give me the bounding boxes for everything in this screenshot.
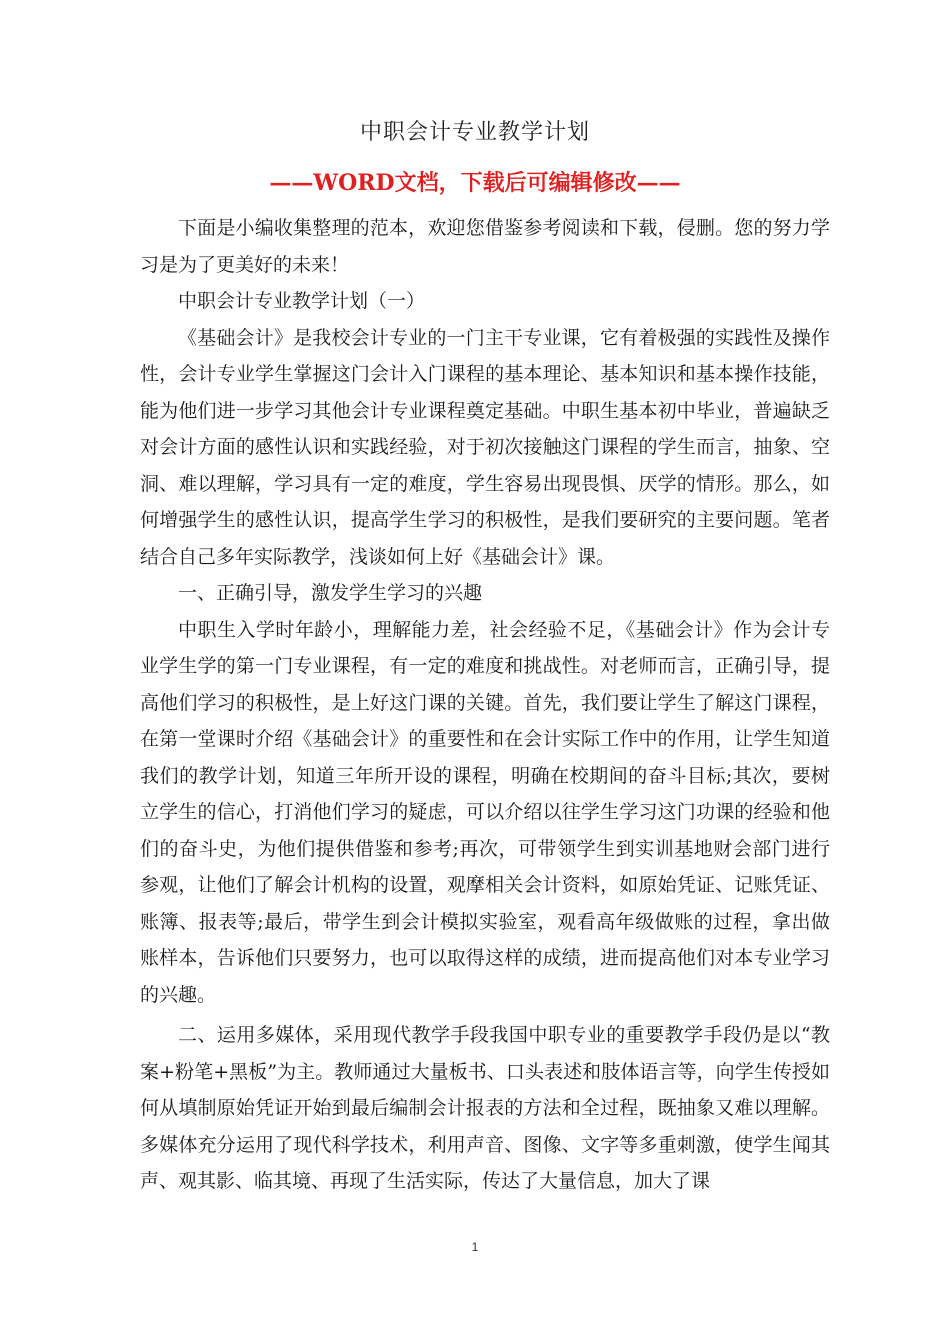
page-number: 1 <box>471 1240 479 1254</box>
body-paragraph: 中职生入学时年龄小，理解能力差，社会经验不足，《基础会计》作为会计专业学生学的第一门专业课程，有一定的难度和挑战性。对老师而言，正确引导，提高他们学习的积极性，是上好这门课的关键。首先，我们要让学生了解这门课程，在第一堂课时介绍《基础会计》的重要性和在会计实际工作中的作用，让学生知道我们的教学计划，知道三年所开设的课程，明确在校期间的奋斗目标;其次，要树立学生的信心，打消他们学习的疑虑，可以介绍以往学生学习这门功课的经验和他们的奋斗史，为他们提供借鉴和参考;再次，可带领学生到实训基地财会部门进行参观，让他们了解会计机构的设置，观摩相关会计资料，如原始凭证、记账凭证、账簿、报表等;最后，带学生到会计模拟实验室，观看高年级做账的过程，拿出做账样本，告诉他们只要努力，也可以取得这样的成绩，进而提高他们对本专业学习的兴趣。 <box>140 618 830 1006</box>
document-body <box>140 210 830 1200</box>
document-title: 中职会计专业教学计划 <box>359 120 590 145</box>
intro-paragraph: 下面是小编收集整理的范本，欢迎您借鉴参考阅读和下载，侵删。您的努力学习是为了更美好的未来！ <box>140 217 830 276</box>
section-heading-guidance: 一、正确引导，激发学生学习的兴趣 <box>178 582 483 604</box>
section-heading-plan-one: 中职会计专业教学计划（一） <box>178 290 426 312</box>
document-subtitle: ——WORD文档，下载后可编辑修改—— <box>269 170 681 196</box>
body-paragraph: 二、运用多媒体，采用现代教学手段我国中职专业的重要教学手段仍是以“教案+粉笔+黑板”为主。教师通过大量板书、口头表述和肢体语言等，向学生传授如何从填制原始凭证开始到最后编制会计报表的方法和全过程，既抽象又难以理解。多媒体充分运用了现代科学技术，利用声音、图像、文字等多重刺激，使学生闻其声、观其影、临其境、再现了生活实际，传达了大量信息，加大了课 <box>140 1024 830 1192</box>
body-paragraph: 《基础会计》是我校会计专业的一门主干专业课，它有着极强的实践性及操作性，会计专业学生掌握这门会计入门课程的基本理论、基本知识和基本操作技能，能为他们进一步学习其他会计专业课程奠定基础。中职生基本初中毕业，普遍缺乏对会计方面的感性认识和实践经验，对于初次接触这门课程的学生而言，抽象、空洞、难以理解，学习具有一定的难度，学生容易出现畏惧、厌学的情形。那么，如何增强学生的感性认识，提高学生学习的积极性，是我们要研究的主要问题。笔者结合自己多年实际教学，浅谈如何上好《基础会计》课。 <box>140 326 830 568</box>
